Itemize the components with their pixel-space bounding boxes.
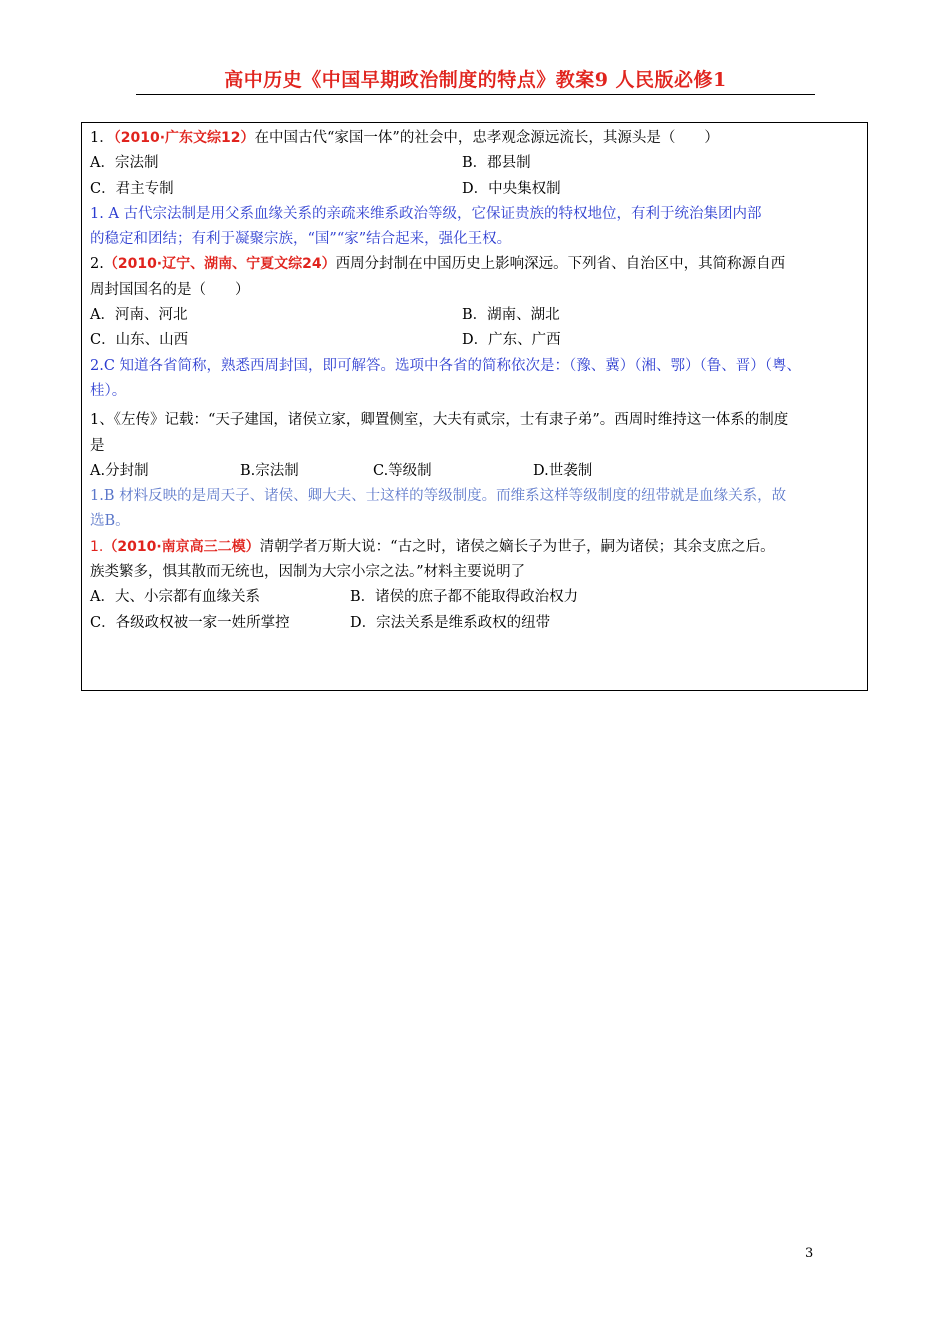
q4-option-c: C．各级政权被一家一姓所掌控 xyxy=(90,614,290,631)
q4-options-row2 xyxy=(90,611,860,636)
q1-stem xyxy=(90,126,860,151)
q2-option-d: D．广东、广西 xyxy=(462,332,561,349)
q3-stem-line1: 1、《左传》记载：“天子建国，诸侯立家，卿置侧室，大夫有贰宗，士有隶子弟”。西周时维持这一体系的制度 xyxy=(90,412,789,429)
q3-answer-line2: 选B。 xyxy=(90,513,130,530)
q1-options-row1 xyxy=(90,151,860,176)
q2-option-a: A．河南、河北 xyxy=(90,307,188,324)
q3-options xyxy=(90,459,860,484)
q1-options-row2 xyxy=(90,177,860,202)
q2-options-row1 xyxy=(90,303,860,328)
q1-source: （2010·广东文综12） xyxy=(113,130,255,146)
q1-option-a: A．宗法制 xyxy=(90,155,159,172)
q4-source: （2010·南京高三二模） xyxy=(103,538,260,555)
q3-option-d: D.世袭制 xyxy=(533,462,593,479)
q1-option-c: C．君主专制 xyxy=(90,180,174,197)
document-title: 高中历史《中国早期政治制度的特点》教案9 人民版必修1 xyxy=(136,66,815,95)
q2-stem-line2: 周封国国名的是（ ） xyxy=(90,281,250,298)
q1-answer-line2: 的稳定和团结；有利于凝聚宗族，“国”“家”结合起来，强化王权。 xyxy=(90,231,512,248)
q2-answer-line1: 2.C 知道各省简称，熟悉西周封国，即可解答。选项中各省的简称依次是：（豫、冀）（湘、鄂）（鲁、晋）（粤、 xyxy=(90,357,802,374)
q1-option-b: B．郡县制 xyxy=(462,155,531,172)
q1-option-d: D．中央集权制 xyxy=(462,180,561,197)
q3-option-b: B.宗法制 xyxy=(240,462,299,479)
q2-text: 西周分封制在中国历史上影响深远。下列省、自治区中，其简称源自西 xyxy=(335,256,786,273)
q4-stem-line1 xyxy=(90,535,860,560)
q2-stem-line1 xyxy=(90,252,860,277)
page-number: 3 xyxy=(805,1246,814,1261)
q3-option-a: A.分封制 xyxy=(90,462,149,479)
q1-number: 1． xyxy=(90,130,114,146)
q4-text: 清朝学者万斯大说：“古之时，诸侯之嫡长子为世子，嗣为诸侯；其余支庶之后。 xyxy=(259,538,775,555)
q3-stem-line2: 是 xyxy=(90,437,105,454)
q4-option-d: D．宗法关系是维系政权的纽带 xyxy=(350,614,551,631)
q4-options-row1 xyxy=(90,585,860,610)
q4-stem-line2: 族类繁多，惧其散而无统也，因制为大宗小宗之法。”材料主要说明了 xyxy=(90,564,526,581)
q2-source: （2010·辽宁、湖南、宁夏文综24） xyxy=(103,256,336,273)
q4-number: 1. xyxy=(90,538,104,555)
q1-text: 在中国古代“家国一体”的社会中，忠孝观念源远流长，其源头是（ ） xyxy=(254,130,719,146)
q2-answer-line2: 桂）。 xyxy=(90,382,127,399)
question-box xyxy=(81,122,868,691)
q2-number: 2. xyxy=(90,256,104,273)
q3-answer-line1: 1.B 材料反映的是周天子、诸侯、卿大夫、士这样的等级制度。而维系这样等级制度的纽带就是血缘关系，故 xyxy=(90,488,787,505)
q2-option-c: C．山东、山西 xyxy=(90,332,189,349)
q1-answer-line1: 1. A 古代宗法制是用父系血缘关系的亲疏来维系政治等级，它保证贵族的特权地位，有利于统治集团内部 xyxy=(90,205,762,222)
q3-option-c: C.等级制 xyxy=(373,462,432,479)
q4-option-b: B．诸侯的庶子都不能取得政治权力 xyxy=(350,589,579,606)
q4-option-a: A．大、小宗都有血缘关系 xyxy=(90,589,260,606)
q2-options-row2 xyxy=(90,328,860,353)
q2-option-b: B．湖南、湖北 xyxy=(462,307,560,324)
